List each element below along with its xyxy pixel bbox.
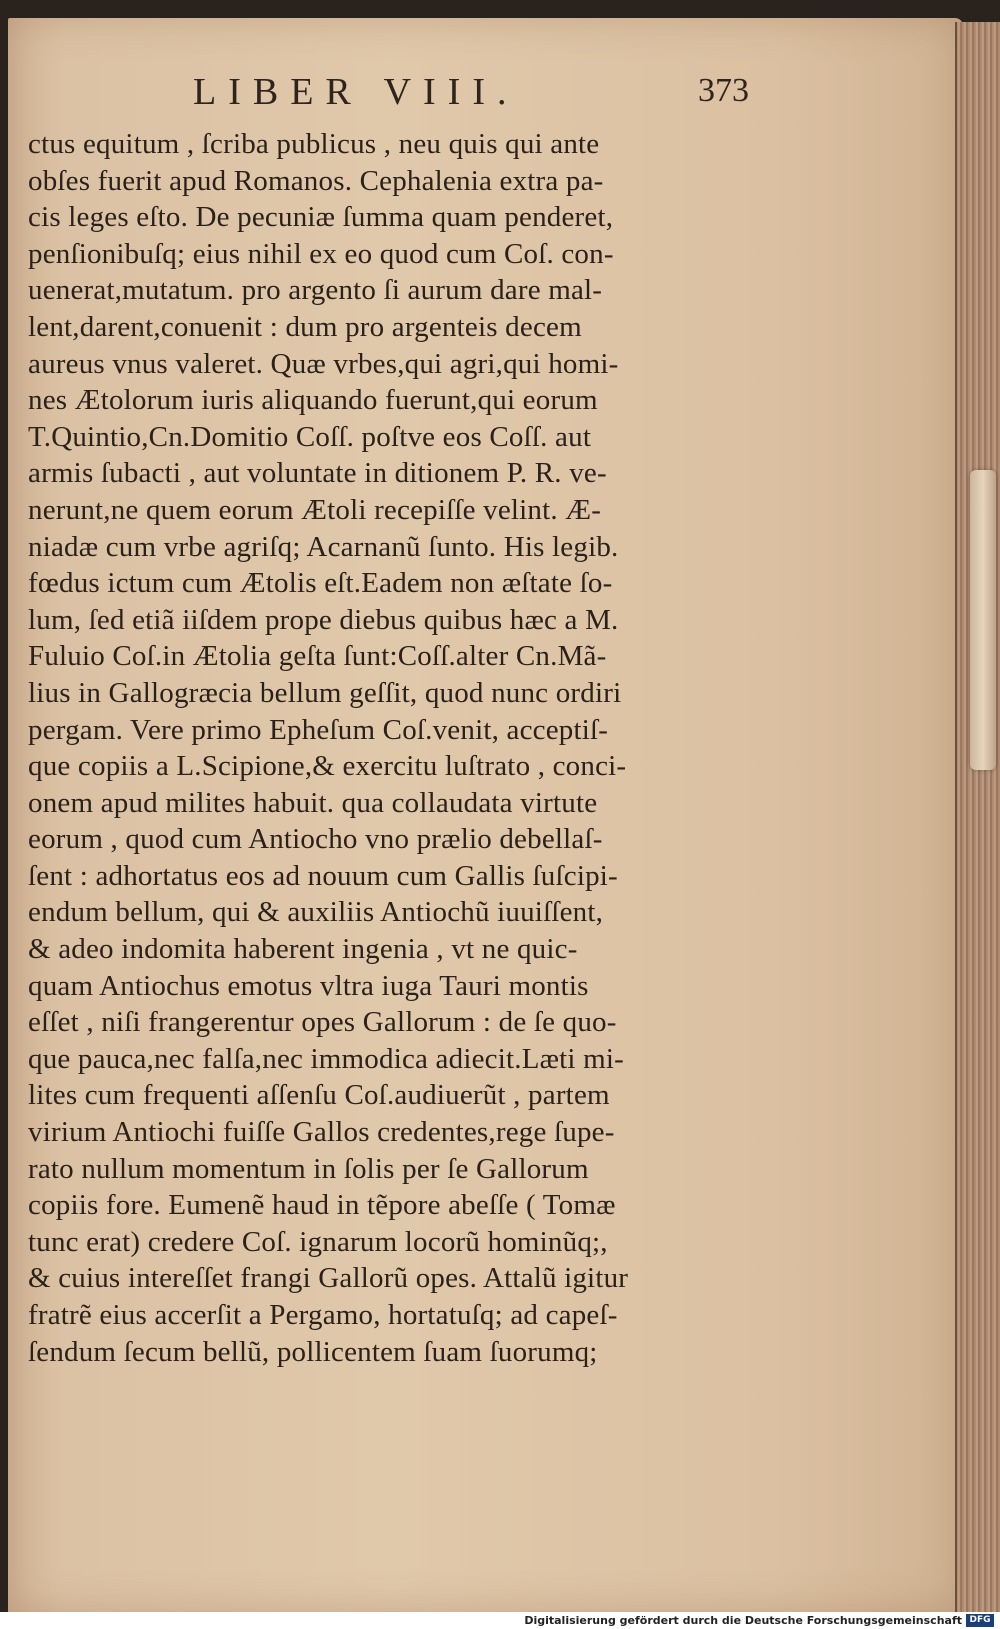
text-line: lites cum frequenti aſſenſu Coſ.audiuerũt , partem [28,1079,610,1112]
text-line: rato nullum momentum in ſolis per ſe Gallorum [28,1152,589,1185]
text-line: que copiis a L.Scipione,& exercitu luſtrato , conci- [28,750,627,783]
text-line: fratrẽ eius accerſit a Pergamo, hortatuſq; ad capeſ- [28,1299,618,1331]
text-line: eſſet , niſi frangerentur opes Gallorum : de ſe quo- [28,1006,617,1039]
text-line: lius in Gallogræcia bellum geſſit, quod nunc ordiri [28,676,622,709]
text-line: Fuluio Coſ.in Ætolia geſta ſunt:Coſſ.alter Cn.Mã- [28,640,607,673]
text-line: endum bellum, qui & auxiliis Antiochũ iuuiſſent, [28,896,604,929]
bookmark-ribbon [970,470,996,770]
text-line: virium Antiochi fuiſſe Gallos credentes,rege ſupe- [28,1116,615,1149]
page-number: 373 [698,72,749,109]
page-header [8,70,963,120]
text-line: fœdus ictum cum Ætolis eſt.Eadem non æſtate ſo- [28,567,613,600]
text-line: nerunt,ne quem eorum Ætoli recepiſſe velint. Æ- [28,493,602,526]
text-line: que pauca,nec falſa,nec immodica adiecit.Læti mi- [28,1042,624,1075]
text-line: copiis fore. Eumenẽ haud in tẽpore abeſſe ( Tomæ [28,1189,616,1222]
text-line: cis leges eſto. De pecuniæ ſumma quam penderet, [28,201,614,234]
text-line: & adeo indomita haberent ingenia , vt ne quic- [28,933,578,966]
text-line: aureus vnus valeret. Quæ vrbes,qui agri,qui homi- [28,347,619,380]
text-line: obſes fuerit apud Romanos. Cephalenia extra pa- [28,164,604,197]
text-line: ſent : adhortatus eos ad nouum cum Gallis ſuſcipi- [28,859,618,892]
text-line: onem apud milites habuit. qua collaudata virtute [28,786,598,819]
body-text [28,126,768,1370]
text-line: & cuius intereſſet frangi Gallorũ opes. Attalũ igitur [28,1262,629,1295]
text-line: niadæ cum vrbe agriſq; Acarnanũ ſunto. His legib. [28,530,619,563]
text-line: tunc erat) credere Coſ. ignarum locorũ hominũq;, [28,1225,608,1258]
text-line: lum, ſed etiã iiſdem prope diebus quibus hæc a M. [28,603,619,636]
dfg-logo: DFG [966,1614,994,1627]
text-line: lent,darent,conuenit : dum pro argenteis decem [28,310,582,343]
text-line: armis ſubacti , aut voluntate in ditionem P. R. ve- [28,457,607,490]
text-line: pergam. Vere primo Epheſum Coſ.venit, acceptiſ- [28,713,609,746]
book-page [8,18,963,1612]
text-line: uenerat,mutatum. pro argento ſi aurum dare mal- [28,274,603,307]
text-line: ctus equitum , ſcriba publicus , neu quis qui ante [28,128,600,160]
text-line: quam Antiochus emotus vltra iuga Tauri montis [28,969,589,1002]
text-line: penſionibuſq; eius nihil ex eo quod cum Coſ. con- [28,237,614,270]
page-edges [955,22,1000,1612]
footer-bar [0,1612,1000,1629]
digitization-credit: Digitalisierung gefördert durch die Deutsche Forschungsgemeinschaft [524,1614,962,1627]
text-line: nes Ætolorum iuris aliquando fuerunt,qui eorum [28,384,598,417]
running-head: LIBER VIII. [193,71,519,113]
text-line: T.Quintio,Cn.Domitio Coſſ. poſtve eos Coſſ. aut [28,420,592,453]
text-line: ſendum ſecum bellũ, pollicentem ſuam ſuorumq; [28,1335,598,1368]
text-line: eorum , quod cum Antiocho vno prælio debellaſ- [28,823,603,856]
